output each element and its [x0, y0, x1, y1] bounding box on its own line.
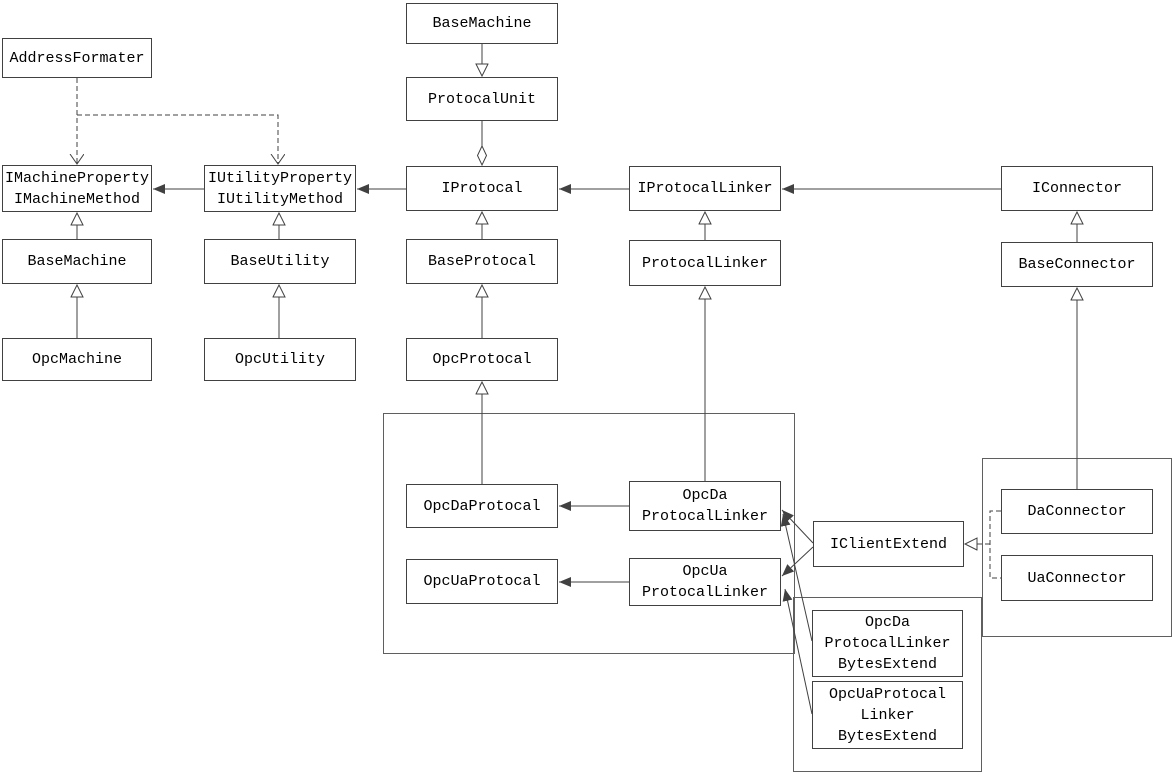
class-label: IUtilityMethod — [216, 190, 344, 208]
class-label: OpcDa — [682, 487, 728, 504]
class-label: UaConnector — [1027, 569, 1127, 587]
class-label: BaseMachine — [27, 253, 127, 270]
edge-opcuabytes-to-opcualinker — [785, 589, 812, 714]
class-label: OpcDaProtocal — [423, 497, 541, 515]
class-label: AddressFormater — [9, 49, 145, 67]
class-label: OpcDa — [864, 614, 910, 631]
class-box-iprotocal-linker — [629, 166, 781, 211]
class-label: BytesExtend — [837, 656, 938, 673]
edge-opcdabytes-to-opcdalinker — [783, 514, 812, 641]
class-box-base-machine-left — [2, 239, 152, 284]
class-box-iclient-extend — [813, 521, 964, 567]
class-box-protocal-linker — [629, 240, 781, 286]
class-label: OpcProtocal — [432, 351, 532, 368]
class-box-da-connector — [1001, 489, 1153, 534]
class-label: ProtocalLinker — [641, 254, 769, 272]
class-label: BaseConnector — [1018, 256, 1136, 273]
class-label: ProtocalUnit — [427, 90, 537, 108]
class-label: ProtocalLinker — [641, 584, 769, 601]
edge-connectors-dashed-bracket — [990, 511, 1001, 578]
class-label: BytesExtend — [837, 727, 938, 745]
class-label: OpcMachine — [31, 351, 122, 368]
class-box-address-formater — [2, 38, 152, 78]
class-box-base-protocal — [406, 239, 558, 284]
class-label: IUtilityProperty — [207, 169, 353, 187]
class-label: OpcUtility — [234, 351, 325, 368]
class-label: IClientExtend — [829, 535, 948, 553]
class-box-opc-utility — [204, 338, 356, 381]
class-label: IMachineMethod — [13, 190, 141, 208]
class-box-opc-ua-bytes-extend — [812, 681, 963, 749]
class-label: BaseUtility — [230, 253, 330, 270]
class-label: ProtocalLinker — [641, 508, 769, 525]
edge-iclientextend-to-opcualinker — [782, 547, 813, 576]
class-box-opc-da-protocal — [406, 484, 558, 528]
class-box-opc-protocal — [406, 338, 558, 381]
class-label: IMachineProperty — [4, 169, 150, 187]
class-box-opc-da-bytes-extend — [812, 610, 963, 677]
class-box-base-machine-top — [406, 3, 558, 44]
class-label: BaseProtocal — [427, 253, 537, 270]
class-box-base-utility — [204, 239, 356, 284]
class-box-ua-connector — [1001, 555, 1153, 601]
class-box-iconnector — [1001, 166, 1153, 211]
class-label: DaConnector — [1027, 503, 1127, 520]
class-label: IProtocal — [441, 180, 523, 197]
class-label: OpcUaProtocal — [828, 685, 947, 703]
class-box-opc-ua-linker — [629, 558, 781, 606]
class-label: OpcUaProtocal — [423, 573, 541, 590]
class-box-iprotocal — [406, 166, 558, 211]
class-box-imachine — [2, 165, 152, 212]
class-label: BaseMachine — [432, 15, 532, 32]
class-box-iutility — [204, 165, 356, 212]
edge-addressformater-to-iutility — [77, 115, 278, 164]
class-label: Linker — [860, 706, 915, 724]
class-box-opc-da-linker — [629, 481, 781, 531]
class-box-protocal-unit — [406, 77, 558, 121]
class-box-opc-machine — [2, 338, 152, 381]
class-box-opc-ua-protocal — [406, 559, 558, 604]
class-label: ProtocalLinker — [824, 635, 951, 652]
class-label: OpcUa — [682, 563, 728, 580]
class-label: IProtocalLinker — [637, 180, 773, 197]
class-label: IConnector — [1031, 180, 1122, 197]
class-box-base-connector — [1001, 242, 1153, 287]
edge-iclientextend-to-opcdalinker — [782, 510, 813, 543]
